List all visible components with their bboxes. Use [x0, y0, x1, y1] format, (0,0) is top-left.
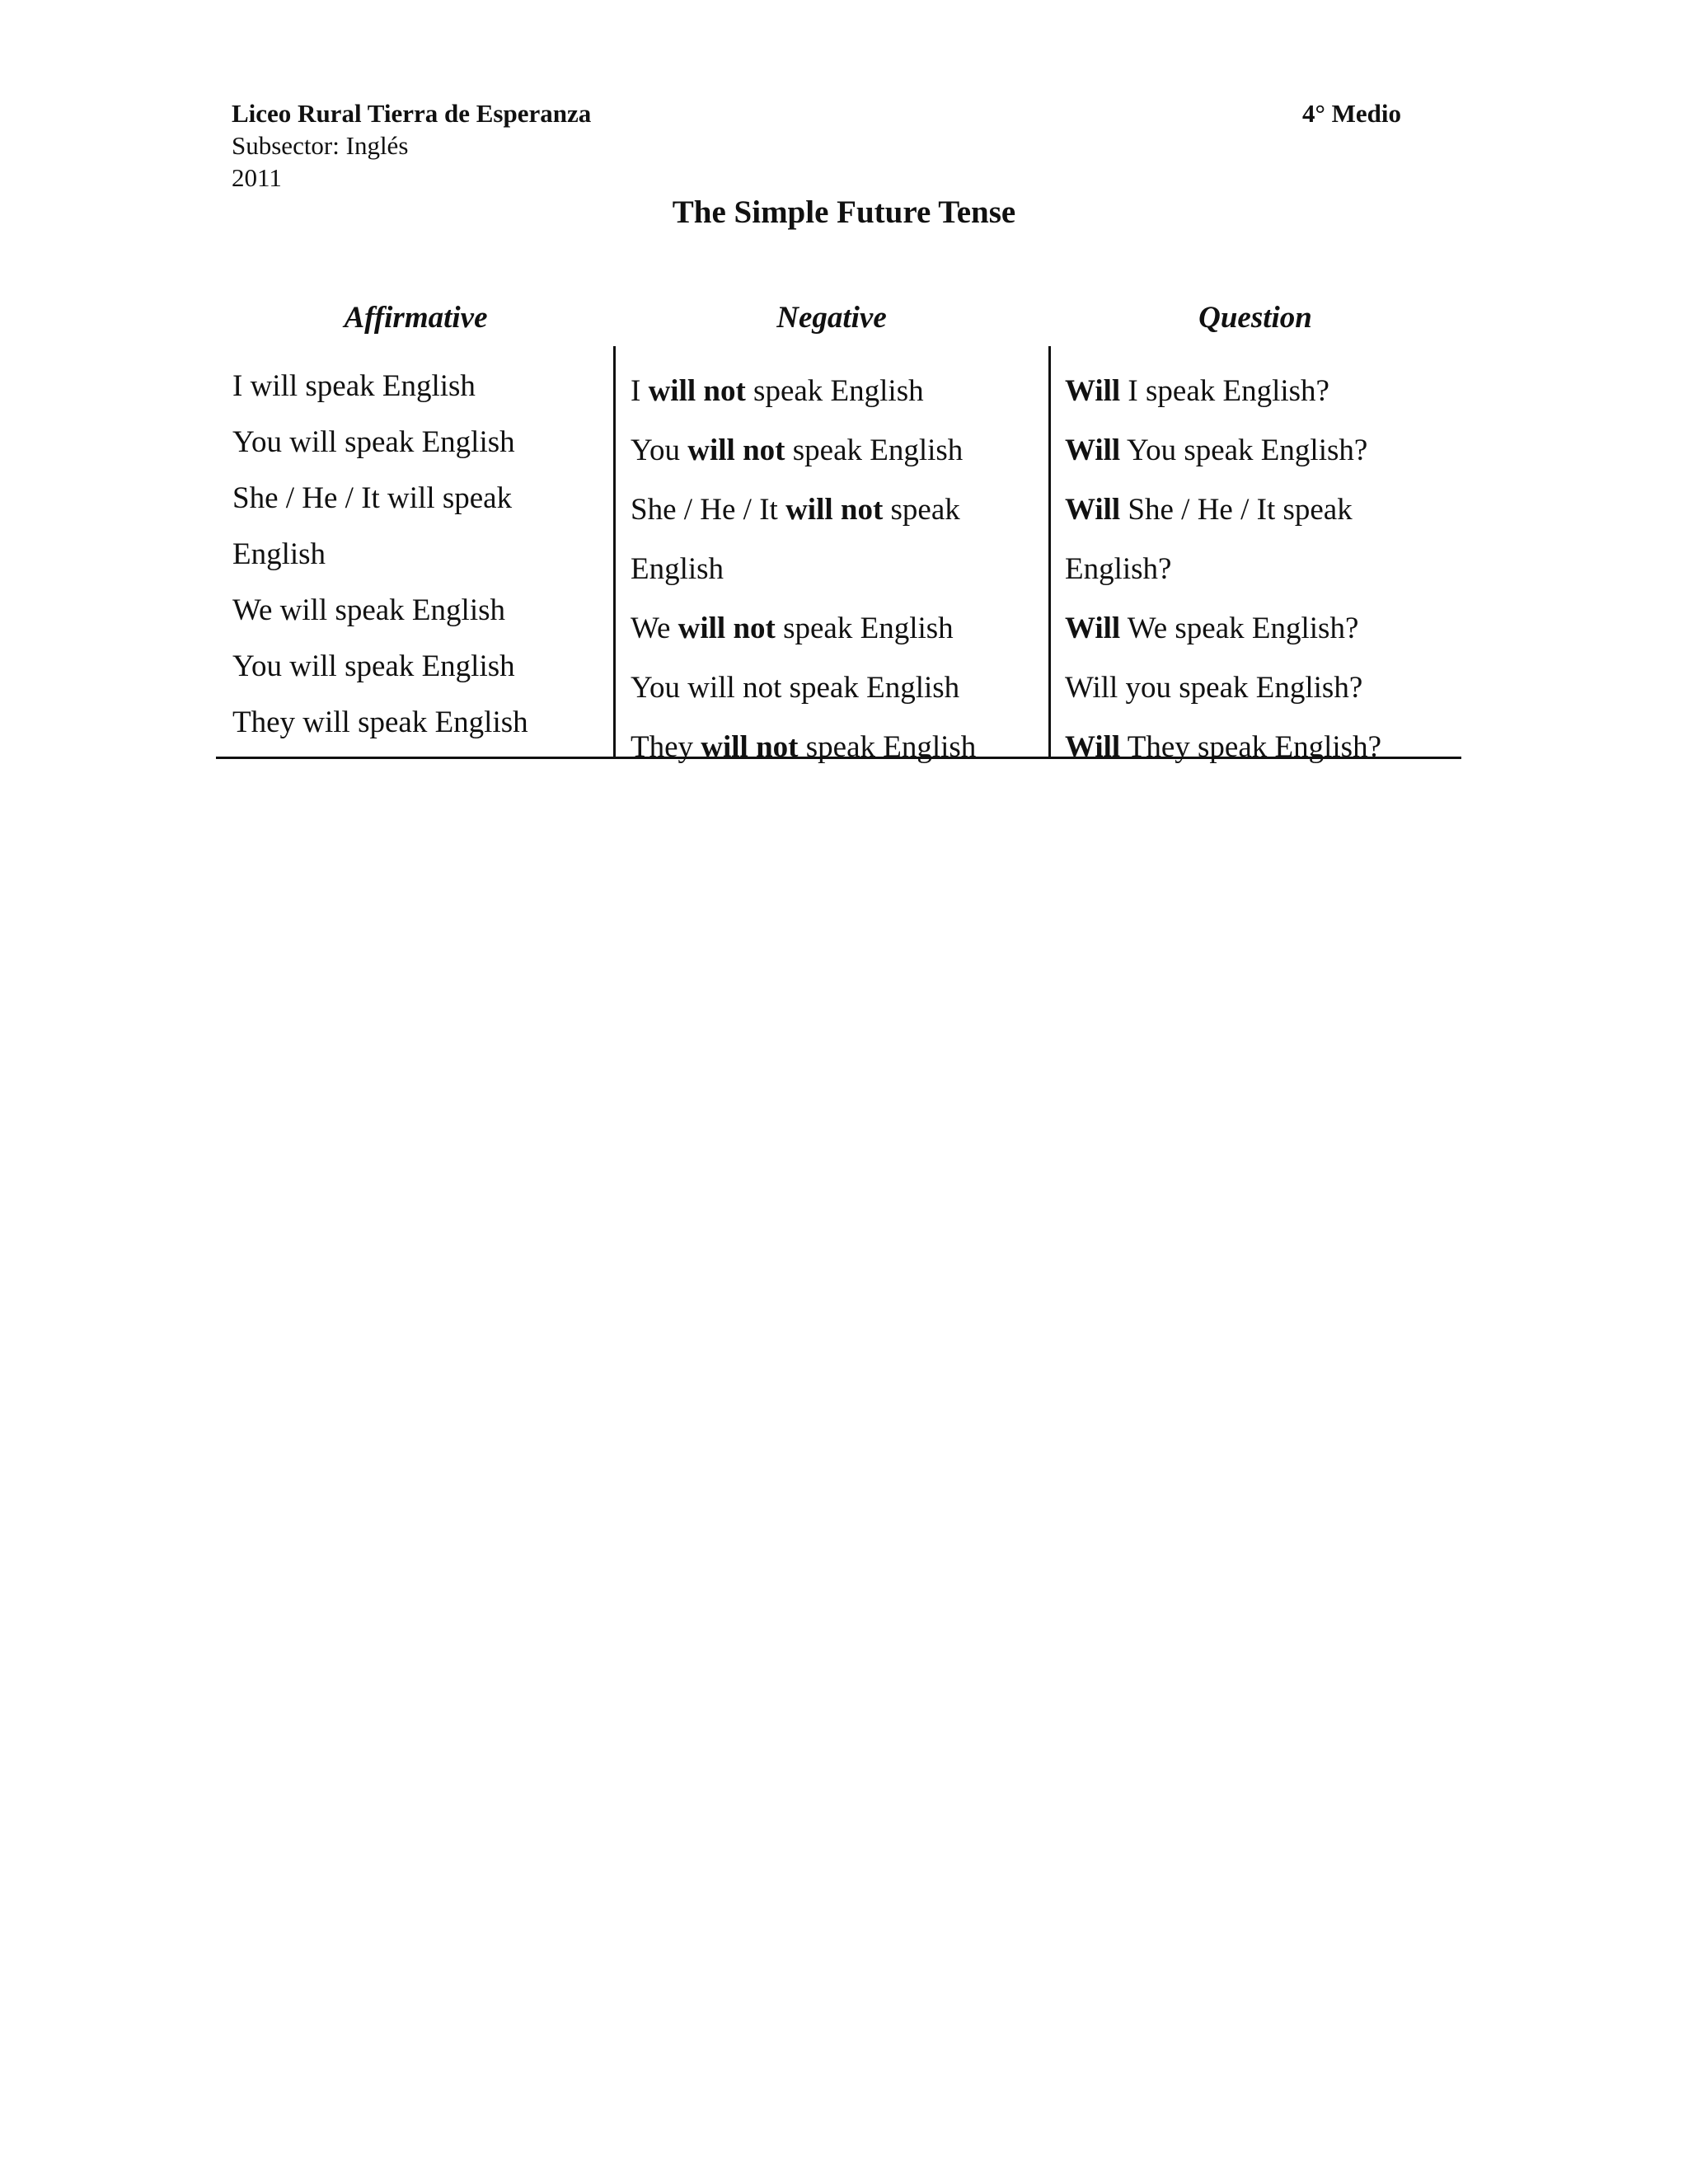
question-column	[1065, 363, 1381, 779]
affirmative-column	[232, 359, 528, 751]
document-title: The Simple Future Tense	[672, 194, 1016, 230]
question-line	[1065, 601, 1381, 657]
negative-line	[631, 482, 976, 538]
question-line	[1065, 482, 1381, 538]
question-rest: Will you speak English?	[1065, 671, 1363, 705]
negative-line	[631, 363, 976, 419]
affirmative-line: You will speak English	[232, 425, 515, 459]
question-auxiliary: Will	[1065, 374, 1121, 408]
negative-subject: I	[631, 374, 649, 408]
negative-column	[631, 363, 976, 779]
negative-auxiliary: will not	[701, 730, 799, 764]
affirmative-line: They will speak English	[232, 705, 528, 739]
negative-verb: speak	[883, 493, 960, 527]
column-header-question: Question	[1198, 301, 1312, 335]
affirmative-line: English	[232, 537, 326, 571]
affirmative-line: I will speak English	[232, 369, 476, 403]
school-name: Liceo Rural Tierra de Esperanza	[232, 99, 592, 128]
column-header-affirmative: Affirmative	[344, 301, 488, 335]
question-auxiliary: Will	[1065, 493, 1121, 527]
negative-line	[631, 601, 976, 657]
question-rest: They speak English?	[1120, 730, 1382, 764]
negative-auxiliary: will not	[648, 374, 746, 408]
negative-subject: They	[631, 730, 701, 764]
negative-subject: You will not speak English	[631, 671, 960, 705]
negative-subject: We	[631, 612, 678, 645]
question-rest: We speak English?	[1120, 612, 1359, 645]
negative-verb: speak English	[775, 612, 954, 645]
question-line	[1065, 363, 1381, 419]
negative-auxiliary: will not	[785, 493, 884, 527]
column-divider	[1048, 346, 1051, 758]
question-line	[1065, 719, 1381, 776]
affirmative-line: She / He / It will speak	[232, 481, 513, 515]
question-line	[1065, 541, 1381, 598]
question-auxiliary: Will	[1065, 730, 1121, 764]
negative-subject: You	[631, 434, 688, 467]
question-line	[1065, 660, 1381, 716]
question-auxiliary: Will	[1065, 434, 1121, 467]
question-rest: I speak English?	[1120, 374, 1329, 408]
question-rest: English?	[1065, 552, 1172, 586]
column-divider	[613, 346, 616, 758]
negative-verb: speak English	[798, 730, 977, 764]
column-header-negative: Negative	[776, 301, 887, 335]
question-auxiliary: Will	[1065, 612, 1121, 645]
grade-label: 4° Medio	[1301, 99, 1401, 128]
negative-verb: speak English	[745, 374, 924, 408]
year-line: 2011	[232, 163, 282, 192]
negative-auxiliary: will not	[687, 434, 785, 467]
subject-line: Subsector: Inglés	[232, 131, 409, 160]
negative-line	[631, 660, 976, 716]
negative-line	[631, 423, 976, 479]
negative-subject: She / He / It	[631, 493, 786, 527]
question-rest: You speak English?	[1120, 434, 1368, 467]
negative-auxiliary: will not	[678, 612, 776, 645]
negative-line	[631, 541, 976, 598]
document-header	[232, 97, 591, 194]
affirmative-line: You will speak English	[232, 649, 515, 683]
negative-line	[631, 719, 976, 776]
negative-verb: speak English	[785, 434, 964, 467]
question-rest: She / He / It speak	[1120, 493, 1353, 527]
question-line	[1065, 423, 1381, 479]
affirmative-line: We will speak English	[232, 593, 505, 627]
negative-subject: English	[631, 552, 724, 586]
